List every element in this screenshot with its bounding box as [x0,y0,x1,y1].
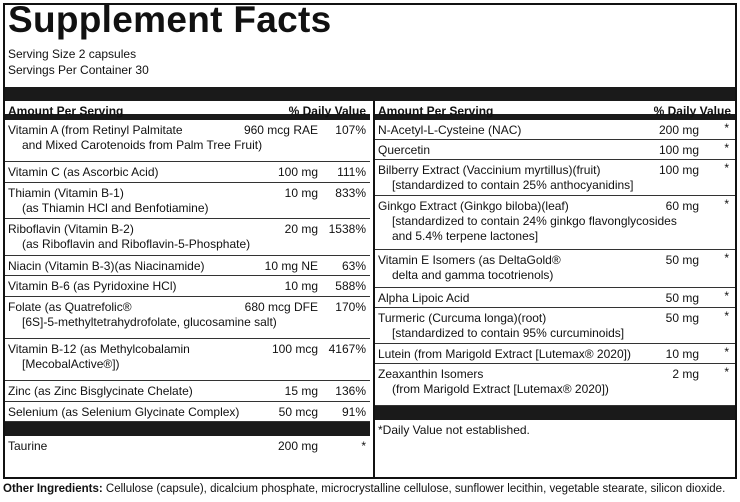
left-rows [5,120,370,422]
nutrient-name: Quercetin [378,143,431,157]
nutrient-row [375,344,735,364]
nutrient-row [375,288,735,308]
serving-size: Serving Size 2 capsules [8,47,137,61]
nutrient-amount: 960 mcg RAE [243,123,318,137]
nutrient-detail: [MecobalActive®]) [22,357,120,371]
amount-header: Amount Per Serving [8,104,124,118]
nutrient-row [375,160,735,196]
other-ingredients-label: Other Ingredients: [3,483,103,495]
nutrient-name: Vitamin E Isomers (as DeltaGold® [378,253,561,267]
daily-value-header: % Daily Value [288,104,366,118]
top-thick-bar [5,87,735,101]
nutrient-name: Vitamin C (as Ascorbic Acid) [8,165,159,179]
nutrient-dv: * [724,345,729,359]
nutrient-dv: 136% [335,384,366,398]
nutrient-dv: * [724,161,729,175]
right-black-band [375,406,735,420]
nutrient-detail: (from Marigold Extract [Lutemax® 2020]) [392,382,609,396]
nutrient-name: Bilberry Extract (Vaccinium myrtillus)(fruit) [378,163,601,177]
nutrient-name: Zinc (as Zinc Bisglycinate Chelate) [8,384,193,398]
nutrient-dv: * [724,121,729,135]
nutrient-amount: 50 mg [665,311,699,325]
nutrient-amount: 50 mg [665,291,699,305]
nutrient-dv: * [361,439,366,453]
nutrient-row [375,120,735,140]
nutrient-row [5,183,370,219]
nutrient-row [5,402,370,422]
nutrient-detail: and 5.4% terpene lactones] [392,229,539,243]
nutrient-amount: 100 mg [277,165,318,179]
nutrient-dv: * [724,251,729,265]
right-column-header [375,101,735,120]
nutrient-row [375,250,735,288]
nutrient-name: Thiamin (Vitamin B-1) [8,186,124,200]
nutrient-row [5,219,370,256]
nutrient-detail: [6S]-5-methyltetrahydrofolate, glucosamine salt) [22,315,277,329]
nutrient-amount: 50 mg [665,253,699,267]
nutrient-row [5,162,370,183]
nutrient-dv: 111% [337,165,366,179]
nutrient-dv: * [724,141,729,155]
nutrient-row [5,339,370,381]
right-column [373,101,735,479]
amount-header: Amount Per Serving [378,104,494,118]
nutrient-amount: 100 mg [658,143,699,157]
taurine-row [5,436,370,460]
nutrient-amount: 10 mg [284,186,318,200]
nutrient-name: N-Acetyl-L-Cysteine (NAC) [378,123,522,137]
nutrient-name: Selenium (as Selenium Glycinate Complex) [8,405,240,419]
nutrient-dv: 170% [335,300,366,314]
nutrient-amount: 2 mg [672,367,699,381]
nutrient-amount: 680 mcg DFE [244,300,318,314]
nutrient-dv: * [724,289,729,303]
nutrient-dv: 833% [335,186,366,200]
servings-per-container: Servings Per Container 30 [8,63,149,77]
nutrient-name: Turmeric (Curcuma longa)(root) [378,311,547,325]
nutrient-dv: 63% [341,259,366,273]
nutrient-amount: 200 mg [277,439,318,453]
nutrient-name: Taurine [8,439,48,453]
nutrient-detail: [standardized to contain 24% ginkgo flavonglycosides [392,214,677,228]
nutrient-row [375,364,735,406]
nutrient-dv: 91% [341,405,366,419]
left-column [5,101,370,479]
nutrient-name: Zeaxanthin Isomers [378,367,484,381]
nutrient-name: Ginkgo Extract (Ginkgo biloba)(leaf) [378,199,569,213]
right-rows [375,120,735,406]
dv-footnote: *Daily Value not established. [378,423,530,437]
nutrient-amount: 50 mcg [278,405,318,419]
other-ingredients-text: Cellulose (capsule), dicalcium phosphate, microcrystalline cellulose, sunflower lecithin, vegetable stearate, silicon dioxide. [102,483,726,495]
nutrient-detail: (as Riboflavin and Riboflavin-5-Phosphate) [22,237,251,251]
left-column-header [5,101,370,120]
nutrient-dv: * [724,309,729,323]
nutrient-name: Vitamin B-12 (as Methylcobalamin [8,342,190,356]
nutrient-dv: 1538% [328,222,366,236]
nutrient-name: Vitamin B-6 (as Pyridoxine HCl) [8,279,177,293]
nutrient-amount: 10 mg [665,347,699,361]
nutrient-amount: 200 mg [658,123,699,137]
nutrient-name: Niacin (Vitamin B-3)(as Niacinamide) [8,259,205,273]
nutrient-row [5,256,370,276]
nutrient-detail: delta and gamma tocotrienols) [392,268,554,282]
nutrient-amount: 15 mg [284,384,318,398]
panel-title: Supplement Facts [8,0,332,40]
nutrient-name: Folate (as Quatrefolic® [8,300,132,314]
nutrient-detail: and Mixed Carotenoids from Palm Tree Fruit) [22,138,263,152]
nutrient-detail: [standardized to contain 95% curcuminoids] [392,326,625,340]
nutrient-dv: * [724,197,729,211]
other-ingredients [3,483,725,495]
nutrient-name: Riboflavin (Vitamin B-2) [8,222,134,236]
nutrient-row [5,276,370,297]
nutrient-amount: 10 mg NE [264,259,318,273]
nutrient-row [5,381,370,402]
nutrient-amount: 100 mcg [271,342,318,356]
nutrient-name: Lutein (from Marigold Extract [Lutemax® 2020]) [378,347,631,361]
supplement-facts-panel [3,0,737,479]
nutrient-row [375,308,735,344]
nutrient-amount: 10 mg [284,279,318,293]
nutrient-name: Vitamin A (from Retinyl Palmitate [8,123,183,137]
nutrient-name: Alpha Lipoic Acid [378,291,470,305]
nutrient-dv: 107% [335,123,366,137]
nutrient-detail: [standardized to contain 25% anthocyanidins] [392,178,634,192]
nutrient-detail: (as Thiamin HCl and Benfotiamine) [22,201,209,215]
nutrient-amount: 100 mg [658,163,699,177]
nutrient-row [375,140,735,160]
left-black-band [5,422,370,436]
nutrient-amount: 60 mg [665,199,699,213]
nutrient-amount: 20 mg [284,222,318,236]
nutrient-dv: 4167% [328,342,366,356]
nutrient-row [375,196,735,250]
daily-value-header: % Daily Value [653,104,731,118]
nutrient-row [5,120,370,162]
nutrient-dv: 588% [335,279,366,293]
nutrient-row [5,297,370,339]
nutrient-dv: * [724,365,729,379]
